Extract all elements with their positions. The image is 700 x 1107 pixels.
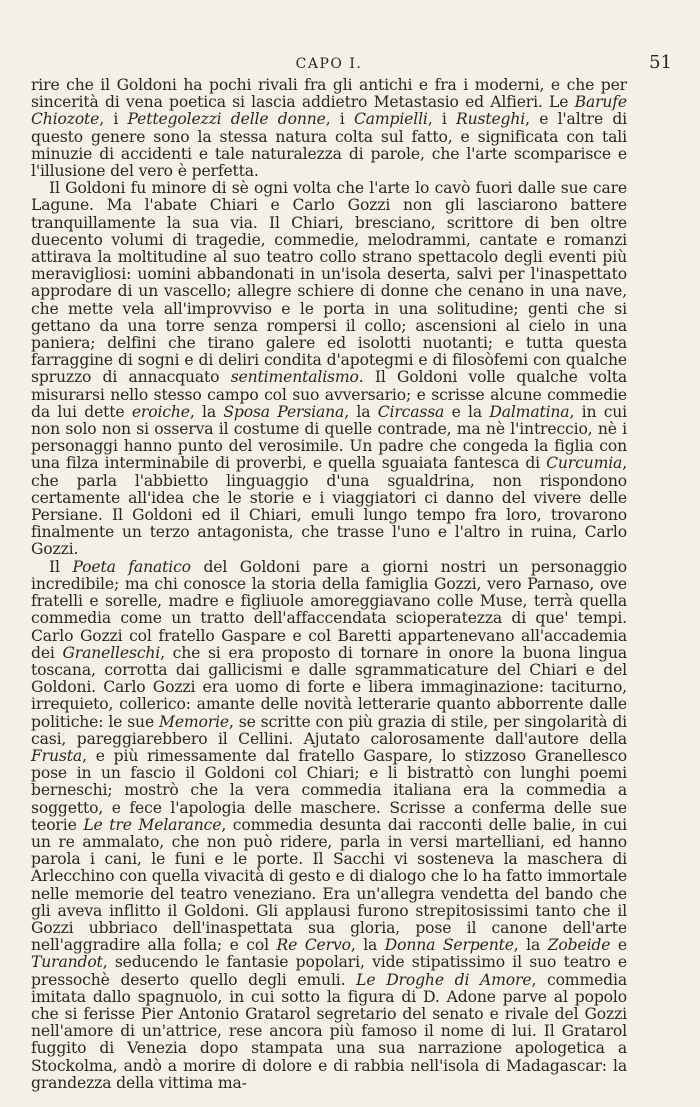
- italic-title: Dalmatina: [489, 402, 570, 421]
- text-run: , e l'altre di questo genere sono la stessa natura colta sul fatto, e significata con tali minuzie di accidenti e tale naturalezza di parole, che l'arte scomparisce e l'illusione del vero è perfetta.: [31, 110, 628, 181]
- paragraph: [31, 180, 627, 558]
- italic-title: Sposa Persiana: [223, 402, 345, 421]
- text-run: , in cui non solo non si osserva il costume di quelle contrade, ma nè l'intreccio, nè i personaggi hanno punto del verosimile. Un padre che congeda la figlia con una filza interminabile di proverbi, e quella sguaiata fantesca di: [31, 402, 628, 473]
- italic-title: Circassa: [377, 402, 445, 421]
- text-run: Il: [49, 557, 73, 576]
- italic-title: Rusteghi: [456, 110, 526, 129]
- italic-title: Le Droghe di Amore: [356, 970, 532, 989]
- page-header: [30, 52, 672, 76]
- text-run: , la: [350, 936, 385, 955]
- italic-title: Zobeide: [547, 936, 611, 955]
- text-run: . Il Goldoni volle qualche volta misurarsi nello stesso campo col suo avversario; e scrisse alcune commedie da lui dette: [31, 368, 627, 421]
- paragraph: [31, 559, 627, 1092]
- italic-title: Barufe Chiozote: [31, 93, 627, 129]
- text-run: , i: [427, 110, 457, 129]
- italic-title: Re Cervo: [276, 936, 351, 955]
- running-title: CAPO I.: [295, 56, 363, 72]
- italic-title: Frusta: [31, 746, 82, 765]
- text-run: , commedia imitata dallo spagnuolo, in cui sotto la figura di D. Adone parve al popolo che si ferisse Pier Antonio Gratarol segretario del senato e rivale del Gozzi nell'amore di un'attrice, rese ancora più famoso il nome di lui. Il Gratarol fuggito di Venezia dopo stampata una sua narrazione apologetica a Stockolma, andò a morire di dolore e di rabbia nell'isola di Madagascar: la grandezza della vittima ma-: [31, 970, 627, 1092]
- text-run: e: [610, 936, 628, 955]
- text-run: , la: [513, 936, 548, 955]
- italic-title: Curcumia: [546, 454, 623, 473]
- text-run: del Goldoni pare a giorni nostri un personaggio incredibile; ma chi conosce la storia della famiglia Gozzi, vero Parnaso, ove fratelli e sorelle, madre e figliuole amoreggiavano colle Muse, terrà quella commedia come un tratto dell'affaccendata scioperatezza di que' tempi. Carlo Gozzi col fratello Gaspare e col Baretti appartenevano all'accademia dei: [31, 557, 628, 662]
- text-run: , seducendo le fantasie popolari, vide stipatissimo il suo teatro e pressochè deserto quello degli emuli.: [31, 953, 627, 989]
- text-run: , se scritte con più grazia di stile, per singolarità di casi, pareggiarebbero il Cellini. Ajutato calorosamente dall'autore della: [31, 712, 627, 748]
- italic-title: Granelleschi: [62, 643, 161, 662]
- text-run: , i: [325, 110, 354, 129]
- italic-title: eroiche: [131, 402, 190, 421]
- page-number: 51: [649, 52, 672, 73]
- italic-title: Poeta fanatico: [72, 557, 191, 576]
- italic-title: Campielli: [353, 110, 428, 129]
- text-run: , commedia desunta dai racconti delle balie, in cui un re ammalato, che non può ridere, parla in versi martelliani, ed hanno parola i cani, le funi e le porte. Il Sacchi vi sosteneva la maschera di Arlecchino con quella vivacità di gesto e di dialogo che lo ha fatto immortale nelle memorie del teatro veneziano. Era un'allegra vendetta del bando che gli aveva inflitto il Goldoni. Gli applausi furono strepitosissimi tanto che il Gozzi ubbriaco dell'inaspettata sua gloria, pose il canone dell'arte nell'aggradire alla folla; e col: [31, 815, 627, 955]
- italic-title: Le tre Melarance: [83, 815, 222, 834]
- italic-title: sentimentalismo: [230, 368, 359, 387]
- text-run: e la: [444, 402, 490, 421]
- text-run: , i: [99, 110, 128, 129]
- paragraph: [31, 77, 627, 180]
- italic-title: Pettegolezzi delle donne: [127, 110, 326, 129]
- text-run: , e più rimessamente dal fratello Gaspare, lo stizzoso Granellesco pose in un fascio il Goldoni col Chiari; e li bistrattò con lunghi poemi berneschi; mostrò che la vera commedia italiana era la commedia a soggetto, e fece l'apologia delle maschere. Scrisse a conferma delle sue teorie: [31, 746, 627, 834]
- body-text: [31, 77, 627, 1092]
- text-run: , che parla l'abbietto linguaggio d'una sgualdrina, non rispondono certamente all'idea che le storie e i viaggiatori ci danno del vivere delle Persiane. Il Goldoni ed il Chiari, emuli lungo tempo fra loro, trovarono finalmente un terzo antagonista, che trasse l'uno e l'altro in ruina, Carlo Gozzi.: [31, 454, 627, 559]
- text-run: , che si era proposto di tornare in onore la buona lingua toscana, corrotta dai gallicismi e dalle sgrammaticature del Chiari e del Goldoni. Carlo Gozzi era uomo di forte e libera immaginazione: taciturno, irrequieto, collerico: amante delle novità letterarie quanto abborrente dalle politiche: le sue: [31, 643, 627, 731]
- text-run: , la: [344, 402, 378, 421]
- italic-title: Donna Serpente: [384, 936, 514, 955]
- text-run: , la: [189, 402, 224, 421]
- italic-title: Turandot: [31, 953, 103, 972]
- italic-title: Memorie: [159, 712, 229, 731]
- text-run: Il Goldoni fu minore di sè ogni volta che l'arte lo cavò fuori dalle sue care Lagune. Ma l'abate Chiari e Carlo Gozzi non gli lasciarono battere tranquillamente la sua via. Il Chiari, bresciano, scrittore di ben oltre duecento volumi di tragedie, commedie, melodrammi, cantate e romanzi attirava la moltitudine al suo teatro collo strano spettacolo degli eventi più meravigliosi: uomini abbandonati in un'isola deserta, salvi per l'inaspettato approdare di un vascello; allegre schiere di donne che cenano in una nave, che mette vela all'improvviso e le porta in una solitudine; genti che si gettano da una torre senza rompersi il collo; ascensioni al cielo in una paniera; delfini che tirano galere ed isolotti nuotanti; e tutta questa farraggine di sogni e di deliri condita d'apotegmi e di filosòfemi con qualche spruzzo di annacquato: [31, 179, 627, 387]
- text-run: rire che il Goldoni ha pochi rivali fra gli antichi e fra i moderni, e che per sincerità di vena poetica si lascia addietro Metastasio ed Alfieri. Le: [31, 76, 627, 112]
